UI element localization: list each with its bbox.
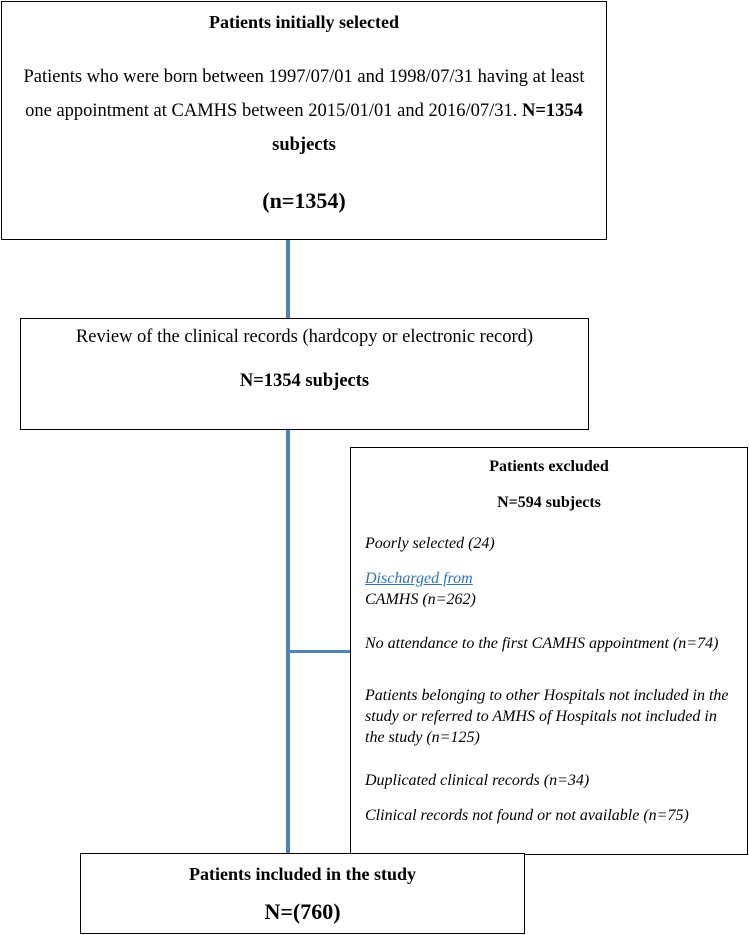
excluded-item-poorly-selected: Poorly selected (24) <box>365 535 495 552</box>
included-title: Patients included in the study <box>188 864 417 884</box>
connector-initial-to-review <box>286 240 290 318</box>
initial-selection-box <box>1 1 607 240</box>
initial-n-value: (n=1354) <box>262 188 346 213</box>
review-count: N=1354 subjects <box>239 371 370 391</box>
excluded-item-discharged <box>365 568 737 610</box>
discharged-count: CAMHS (n=262) <box>365 591 476 608</box>
excluded-item-duplicated: Duplicated clinical records (n=34) <box>365 772 590 789</box>
excluded-count: N=594 subjects <box>497 494 601 511</box>
excluded-title: Patients excluded <box>489 458 609 475</box>
excluded-item-other-hospitals: Patients belonging to other Hospitals not included in the study or referred to AMHS of Hospitals not included in the study (n=125) <box>365 687 729 746</box>
initial-title: Patients initially selected <box>209 12 399 32</box>
review-title: Review of the clinical records (hardcopy or electronic record) <box>75 327 534 347</box>
connector-review-to-included <box>286 425 290 854</box>
review-box <box>20 318 589 430</box>
connector-to-excluded <box>288 650 352 653</box>
excluded-item-not-found: Clinical records not found or not available (n=75) <box>365 807 689 824</box>
initial-description: Patients who were born between 1997/07/01 and 1998/07/31 having at least one appointment at CAMHS between 2015/01/01 and 2016/07/31. N=1354 subjects <box>23 67 585 155</box>
included-count: N=(760) <box>264 899 341 924</box>
excluded-box <box>350 447 748 855</box>
discharged-from-link[interactable]: Discharged from <box>365 570 473 587</box>
initial-count: N=1354 subjects <box>272 101 583 155</box>
included-box <box>80 853 525 934</box>
excluded-item-no-attendance: No attendance to the first CAMHS appointment (n=74) <box>365 635 719 652</box>
